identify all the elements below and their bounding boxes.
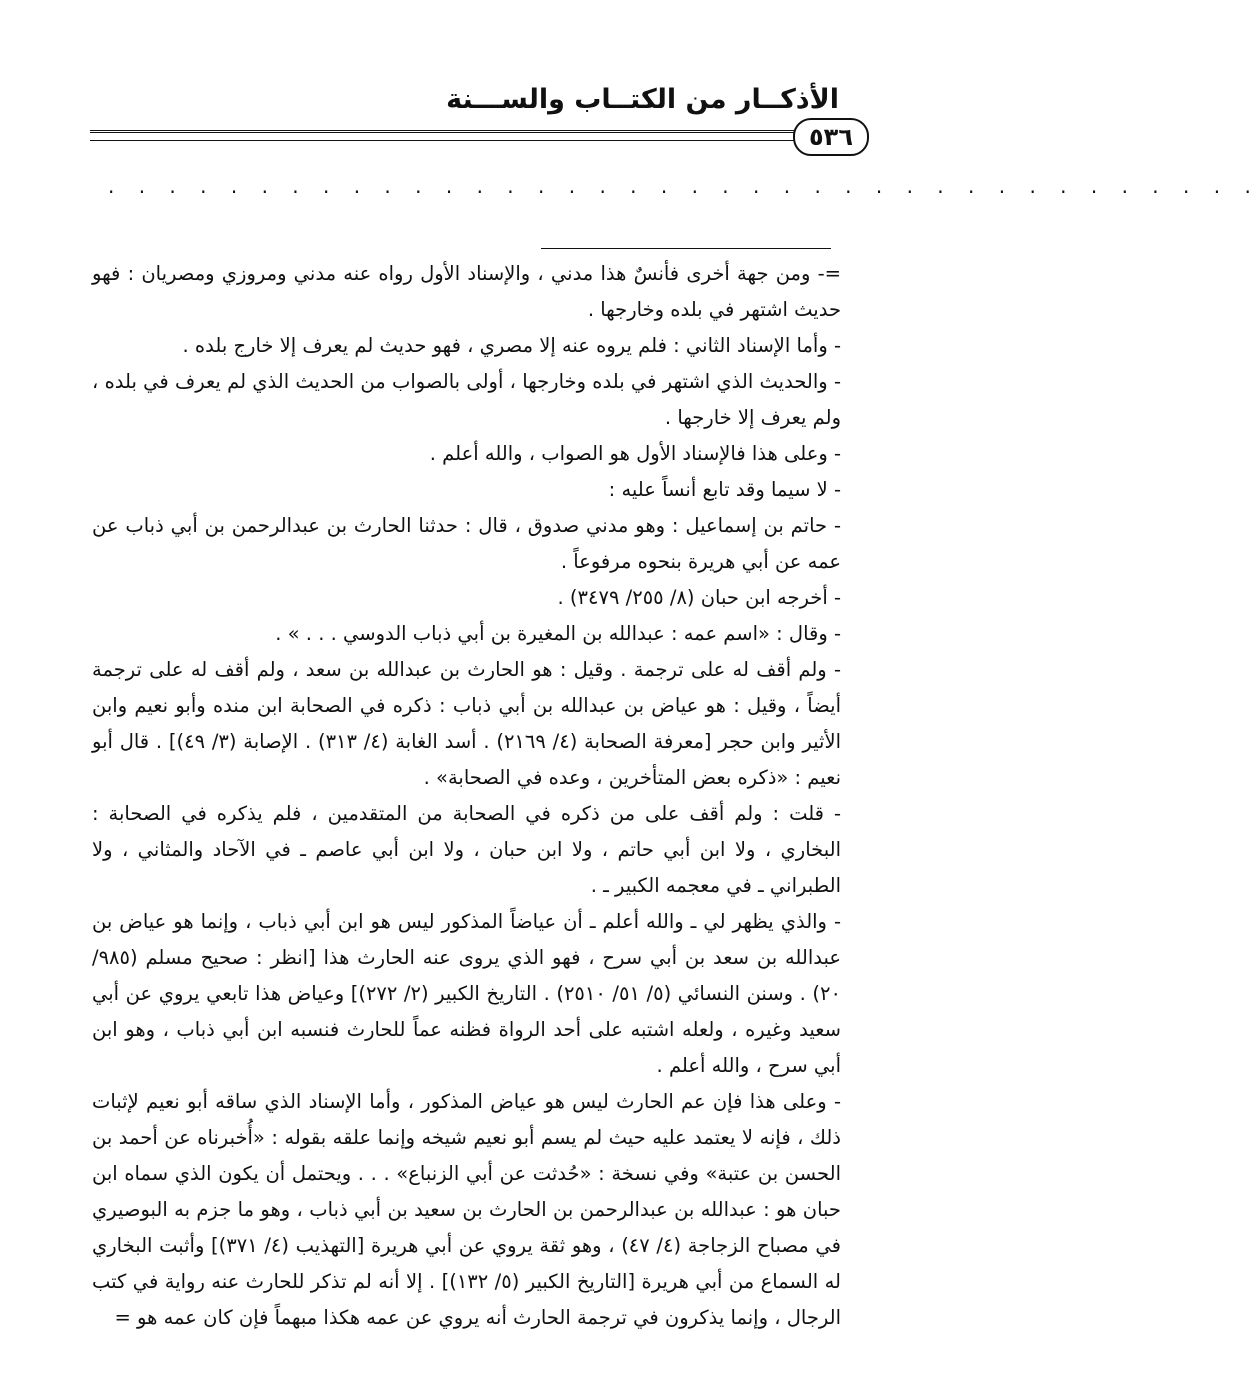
paragraph: - وأما الإسناد الثاني : فلم يروه عنه إلا مصري ، فهو حديث لم يعرف إلا خارج بلده . — [182, 334, 841, 357]
paragraph: - وعلى هذا فالإسناد الأول هو الصواب ، والله أعلم . — [429, 442, 841, 465]
running-title: الأذكــار من الكتــاب والســـنة — [446, 84, 839, 115]
paragraph: =- ومن جهة أخرى فأنسٌ هذا مدني ، والإسناد الأول رواه عنه مدني ومروزي ومصريان : فهو حديث اشتهر في بلده وخارجها . — [92, 262, 841, 321]
footnote-rule — [541, 248, 831, 249]
paragraph: - أخرجه ابن حبان (٨/ ٢٥٥/ ٣٤٧٩) . — [557, 586, 841, 609]
paragraph: - قلت : ولم أقف على من ذكره في الصحابة من المتقدمين ، فلم يذكره في الصحابة : البخاري ، ولا ابن أبي حاتم ، ولا ابن حبان ، ولا ابن أبي عاصم ـ في الآحاد والمثاني ، ولا الطبراني ـ في معجمه الكبير ـ . — [92, 802, 841, 897]
paragraph: - حاتم بن إسماعيل : وهو مدني صدوق ، قال : حدثنا الحارث بن عبدالرحمن بن أبي ذباب عن عمه عن أبي هريرة بنحوه مرفوعاً . — [92, 514, 841, 573]
paragraph: - وقال : «اسم عمه : عبدالله بن المغيرة بن أبي ذباب الدوسي . . . » . — [275, 622, 841, 645]
paragraph: - وعلى هذا فإن عم الحارث ليس هو عياض المذكور ، وأما الإسناد الذي ساقه أبو نعيم لإثبات ذلك ، فإنه لا يعتمد عليه حيث لم يسم أبو نعيم شيخه وإنما علقه بقوله : «أُخبرناه عن أحمد بن الحسن بن عتبة» وفي نسخة : «حُدثت عن أبي الزنباع» . . . ويحتمل أن يكون الذي سماه ابن حبان هو : عبدالله بن عبدالرحمن بن الحارث بن سعيد بن أبي ذباب ، وهو ما جزم به البوصيري في مصباح الزجاجة (٤/ ٤٧) ، وهو ثقة يروي عن أبي هريرة [التهذيب (٤/ ٣٧١)] وأثبت البخاري له السماع من أبي هريرة [التاريخ الكبير (٥/ ١٣٢)] . إلا أنه لم تذكر للحارث عنه رواية في كتب الرجال ، وإنما يذكرون في ترجمة الحارث أنه يروي عن عمه هكذا مبهماً فإن كان عمه هو = — [92, 1090, 841, 1329]
header-rule — [90, 130, 799, 136]
dotted-separator: · · · · · · · · · · · · · · · · · · · · · · · · · · · · · · · · · · · · · · — [108, 180, 1260, 204]
header-rule-thin — [90, 140, 799, 141]
paragraph: - والذي يظهر لي ـ والله أعلم ـ أن عياضاً المذكور ليس هو ابن أبي ذباب ، وإنما هو عياض بن عبدالله بن سعد بن أبي سرح ، فهو الذي يروى عنه الحارث هذا [انظر : صحيح مسلم (٩٨٥/ ٢٠) . وسنن النسائي (٥/ ٥١/ ٢٥١٠) . التاريخ الكبير (٢/ ٢٧٢)] وعياض هذا تابعي يروي عن أبي سعيد وغيره ، ولعله اشتبه على أحد الرواة فظنه عماً للحارث فنسبه ابن أبي ذباب ، وهو ابن أبي سرح ، والله أعلم . — [92, 910, 841, 1077]
page-number: ٥٣٦ — [793, 118, 869, 156]
paragraph: - ولم أقف له على ترجمة . وقيل : هو الحارث بن عبدالله بن سعد ، ولم أقف له على ترجمة أيضاً ، وقيل : هو عياض بن عبدالله بن أبي ذباب : ذكره في الصحابة ابن منده وأبو نعيم وابن الأثير وابن حجر [معرفة الصحابة (٤/ ٢١٦٩) . أسد الغابة (٤/ ٣١٣) . الإصابة (٣/ ٤٩)] . قال أبو نعيم : «ذكره بعض المتأخرين ، وعده في الصحابة» . — [92, 658, 841, 789]
footnote-body — [92, 256, 841, 1336]
paragraph: - والحديث الذي اشتهر في بلده وخارجها ، أولى بالصواب من الحديث الذي لم يعرف في بلده ، ولم يعرف إلا خارجها . — [92, 370, 841, 429]
paragraph: - لا سيما وقد تابع أنساً عليه : — [608, 478, 841, 501]
